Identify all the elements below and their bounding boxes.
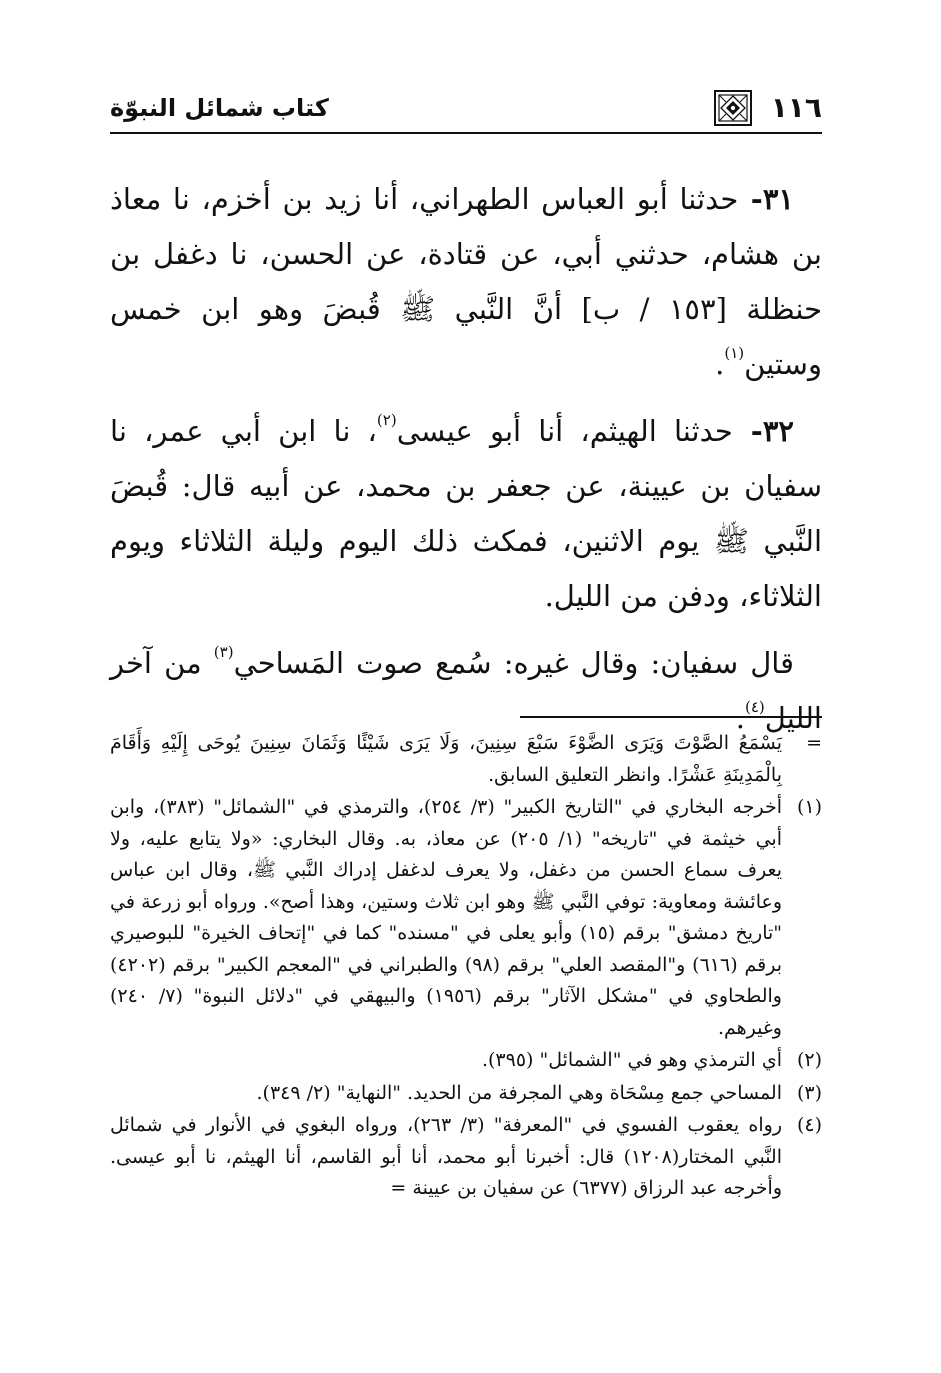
footnote-text: يَسْمَعُ الصَّوْتَ وَيَرَى الضَّوْءَ سَبْعَ سِنِينَ، وَلَا يَرَى شَيْئًا وَثَمَانَ سِنِينَ يُوحَى إِلَيْهِ وَأَقَامَ بِالْمَدِينَةِ عَشْرًا. وانظر التعليق السابق.: [110, 732, 782, 786]
footnote-item: [110, 728, 822, 791]
footnote-reference[interactable]: (١): [724, 344, 745, 362]
paragraph-text: حدثنا أبو العباس الطهراني، أنا زيد بن أخزم، نا معاذ بن هشام، حدثني أبي، عن قتادة، عن الحسن، نا دغفل بن حنظلة [١٥٣ / ب] أنَّ النَّبي ﷺ قُبضَ وهو ابن خمس وستين: [110, 182, 822, 381]
footnote-item: [110, 792, 822, 1044]
footnote-item: [110, 1078, 822, 1110]
paragraph-text: حدثنا الهيثم، أنا أبو عيسى: [396, 414, 733, 448]
hadith-number: ٣١-: [738, 182, 794, 216]
paragraph-text: قال سفيان: وقال غيره: سُمع صوت المَساحي: [233, 646, 795, 680]
footnote-mark: =: [806, 732, 822, 754]
footnote-separator: [520, 716, 822, 718]
paragraph-text: .: [735, 701, 745, 735]
footnote-text: أي الترمذي وهو في "الشمائل" (٣٩٥).: [481, 1049, 782, 1071]
paragraph-text: من آخر الليل: [110, 646, 822, 735]
footnote-text: رواه يعقوب الفسوي في "المعرفة" (٣/ ٢٦٣)، ورواه البغوي في الأنوار في شمائل النَّبي المختار(١٢٠٨) قال: أخبرنا أبو محمد، أنا أبو القاسم، أنا الهيثم، نا أبو عيسى. وأخرجه عبد الرزاق (٦٣٧٧) عن سفيان بن عيينة =: [110, 1114, 782, 1199]
paragraph-text: .: [715, 347, 725, 381]
footnotes: [110, 728, 822, 1206]
footnote-item: [110, 1045, 822, 1077]
hadith-paragraph: [110, 172, 822, 392]
book-title: كتاب شمائل النبوّة: [110, 94, 329, 122]
footnote-mark: (١): [796, 796, 822, 818]
footnote-mark: (٣): [796, 1081, 822, 1104]
paragraph-text: ، نا ابن أبي عمر، نا سفيان بن عيينة، عن جعفر بن محمد، عن أبيه قال: قُبضَ النَّبي ﷺ يوم الاثنين، فمكث ذلك اليوم وليلة الثلاثاء ويوم الثلاثاء، ودفن من الليل.: [110, 414, 822, 613]
footnote-text: المساحي جمع مِسْحَاة وهي المجرفة من الحديد. "النهاية" (٢/ ٣٤٩).: [256, 1081, 782, 1104]
footnote-reference[interactable]: (٣): [213, 643, 234, 661]
hadith-paragraph: [110, 404, 822, 624]
footnote-reference[interactable]: (٤): [745, 698, 765, 716]
footnote-mark: (٢): [796, 1049, 822, 1071]
main-text: [110, 172, 822, 758]
footnote-mark: (٤): [796, 1114, 822, 1136]
header-rule: [110, 132, 822, 134]
footnote-reference[interactable]: (٢): [376, 411, 397, 429]
page-number: ١١٦: [770, 91, 822, 124]
running-header: [110, 88, 822, 132]
footnote-item: [110, 1110, 822, 1205]
hadith-number: ٣٢-: [732, 414, 794, 448]
footnote-text: أخرجه البخاري في "التاريخ الكبير" (٣/ ٢٥٤)، والترمذي في "الشمائل" (٣٨٣)، وابن أبي خيثمة في "تاريخه" (١/ ٢٠٥) عن معاذ، به. وقال البخاري: «ولا يتابع عليه، ولا يعرف سماع الحسن من دغفل، ولا يعرف لدغفل إدراك النَّبي ﷺ، وقال ابن عباس وعائشة ومعاوية: توفي النَّبي ﷺ وهو ابن ثلاث وستين، وهذا أصح». ورواه أبو زرعة في "تاريخ دمشق" برقم (١٥) وأبو يعلى في "مسنده" كما في "إتحاف الخيرة" للبوصيري برقم (٦١٦) و"المقصد العلي" برقم (٩٨) والطبراني في "المعجم الكبير" برقم (٤٢٠٢) والطحاوي في "مشكل الآثار" برقم (١٩٥٦) والبيهقي في "دلائل النبوة" (٧/ ٢٤٠) وغيرهم.: [110, 796, 783, 1039]
